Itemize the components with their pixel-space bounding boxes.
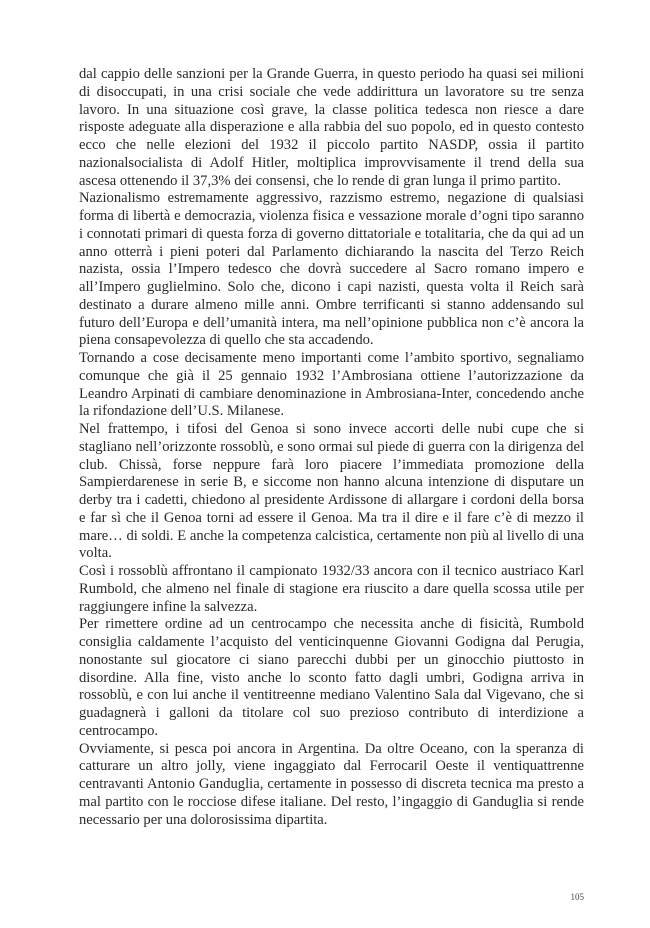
paragraph: Per rimettere ordine ad un centrocampo che necessita anche di fisicità, Rumbold consiglia caldamente l’acquisto del venticinquenne Giovanni Godigna dal Perugia, nonostante sul giocatore ci siano parecchi dubbi per un ginocchio piuttosto in disordine. Alla fine, visto anche lo sconto fatto dagli umbri, Godigna arriva in rossoblù, e con lui anche il ventitreenne mediano Valentino Sala dal Vigevano, che si guadagnerà i galloni da titolare col suo prezioso contributo di interdizione a centrocampo. [79,616,584,739]
paragraph: Ovviamente, si pesca poi ancora in Argentina. Da oltre Oceano, con la speranza di catturare un altro jolly, viene ingaggiato dal Ferrocaril Oeste il ventiquattrenne centravanti Antonio Ganduglia, certamente in possesso di discreta tecnica ma presto a mal partito con le rocciose difese italiane. Del resto, l’ingaggio di Ganduglia si rende necessario per una dolorosissima dipartita. [79,740,584,828]
paragraph: Nel frattempo, i tifosi del Genoa si sono invece accorti delle nubi cupe che si stagliano nell’orizzonte rossoblù, e sono ormai sul piede di guerra con la dirigenza del club. Chissà, forse neppure farà loro piacere l’immediata promozione della Sampierdarenese in serie B, e siccome non hanno alcuna intenzione di disputare un derby tra i cadetti, chiedono al presidente Ardissone di allargare i cordoni della borsa e far sì che il Genoa torni ad essere il Genoa. Ma tra il dire e il fare c’è di mezzo il mare… di soldi. E anche la competenza calcistica, certamente non più al livello di una volta. [79,421,584,562]
page-number: 105 [570,892,584,902]
paragraph: Tornando a cose decisamente meno importanti come l’ambito sportivo, segnaliamo comunque che già il 25 gennaio 1932 l’Ambrosiana ottiene l’autorizzazione da Leandro Arpinati di cambiare denominazione in Ambrosiana-Inter, concedendo anche la rifondazione dell’U.S. Milanese. [79,350,584,420]
paragraph: Così i rossoblù affrontano il campionato 1932/33 ancora con il tecnico austriaco Karl Rumbold, che almeno nel finale di stagione era riuscito a dare quella scossa utile per raggiungere infine la salvezza. [79,563,584,615]
body-text [79,66,584,829]
paragraph: dal cappio delle sanzioni per la Grande Guerra, in questo periodo ha quasi sei milioni di disoccupati, in una crisi sociale che vede addirittura un lavoratore su tre senza lavoro. In una situazione così grave, la classe politica tedesca non riesce a dare risposte adeguate alla disperazione e alla rabbia del suo popolo, ed in questo contesto ecco che nelle elezioni del 1932 il piccolo partito NASDP, ossia il partito nazionalsocialista di Adolf Hitler, moltiplica improvvisamente il trend della sua ascesa ottenendo il 37,3% dei consensi, che lo rende di gran lunga il primo partito. [79,66,584,189]
paragraph: Nazionalismo estremamente aggressivo, razzismo estremo, negazione di qualsiasi forma di libertà e democrazia, violenza fisica e vessazione morale d’ogni tipo saranno i connotati primari di questa forza di governo dittatoriale e totalitaria, che da qui ad un anno otterrà i pieni poteri dal Parlamento dichiarando la nascita del Terzo Reich nazista, ossia l’Impero tedesco che dovrà succedere al Sacro romano impero e all’Impero guglielmino. Solo che, dicono i capi nazisti, questa volta il Reich sarà destinato a durare almeno mille anni. Ombre terrificanti si stanno addensando sul futuro dell’Europa e dell’umanità intera, ma nell’opinione pubblica non c’è ancora la piena consapevolezza di quello che sta accadendo. [79,190,584,349]
